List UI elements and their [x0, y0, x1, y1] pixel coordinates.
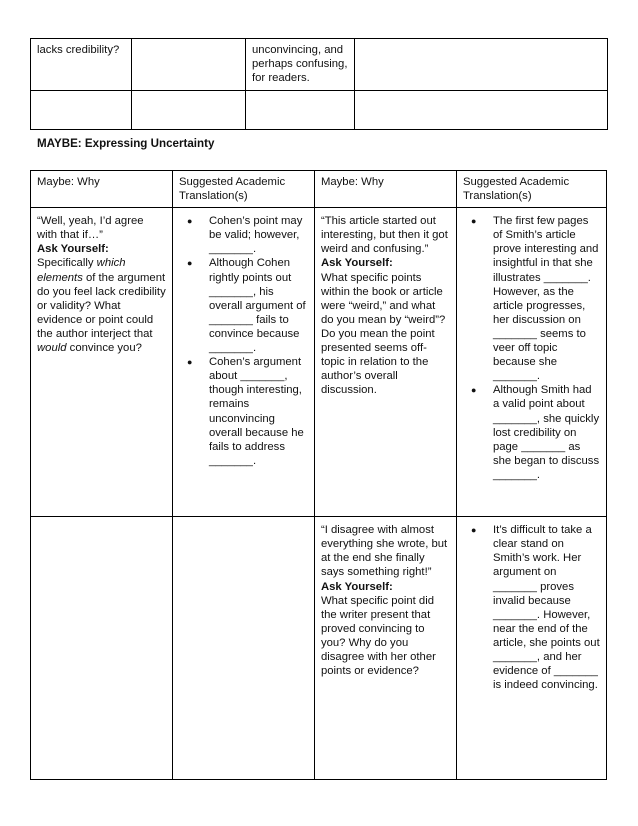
- header-academic-translation: Suggested Academic Translation(s): [456, 171, 606, 208]
- quote-text: “This article started out interesting, but then it got weird and confusing.”: [320, 215, 448, 256]
- table-cell-empty: [172, 517, 314, 780]
- table-cell-empty: [31, 517, 173, 780]
- table-row: [31, 517, 607, 780]
- prompt-fragment: of the argument do you feel lack credibility or validity? What evidence or point could the author interject that: [37, 271, 166, 340]
- table-row: [31, 208, 607, 517]
- translation-list: [463, 523, 600, 692]
- ask-yourself-label: Ask Yourself:: [320, 580, 393, 593]
- list-item: ● It’s difficult to take a clear stand on Smith’s work. Her argument on _______ proves invalid because _______. However, near the end of the article, she points out _______, and her evidence of _______ is indeed convincing.: [493, 523, 600, 692]
- translation-cell: [456, 517, 606, 780]
- maybe-why-cell: [314, 208, 456, 517]
- section-heading: MAYBE: Expressing Uncertainty: [37, 137, 215, 150]
- prompt-fragment: convince you?: [66, 342, 142, 355]
- quote-text: “I disagree with almost everything she wrote, but at the end she finally says something right!”: [320, 524, 448, 579]
- ask-yourself-label: Ask Yourself:: [37, 243, 109, 256]
- prompt-text: What specific point did the writer present that proved convincing to you? Why do you disagree with her other points or evidence?: [320, 594, 436, 678]
- maybe-why-cell: [314, 517, 456, 780]
- table-cell-empty: [132, 91, 246, 130]
- translation-list: [179, 214, 308, 468]
- maybe-why-cell: [31, 208, 173, 517]
- header-maybe-why: Maybe: Why: [31, 171, 173, 208]
- table-cell-empty: [355, 91, 608, 130]
- translation-cell: [172, 208, 314, 517]
- ask-yourself-label: Ask Yourself:: [320, 257, 393, 270]
- list-item: ● Cohen’s point may be valid; however, _______.: [209, 214, 308, 256]
- header-maybe-why: Maybe: Why: [314, 171, 456, 208]
- uncertainty-table: [30, 170, 607, 780]
- list-item: ● Although Smith had a valid point about _______, she quickly lost credibility on page _______ as she began to discuss _______.: [493, 383, 600, 482]
- prompt-fragment: Specifically: [37, 257, 97, 270]
- table-cell: [132, 39, 246, 91]
- quote-text: “Well, yeah, I’d agree with that if…”: [37, 215, 144, 242]
- translation-cell: [456, 208, 606, 517]
- table-row: [31, 91, 608, 130]
- table-header-row: [31, 171, 607, 208]
- header-academic-translation: Suggested Academic Translation(s): [172, 171, 314, 208]
- list-item: ● The first few pages of Smith’s article prove interesting and insightful in that she illustrates _______. However, as the article progresses, her discussion on _______ seems to veer off topic because she _______.: [493, 214, 600, 383]
- list-item: ● Cohen’s argument about _______, though interesting, remains unconvincing overall because he fails to address _______.: [209, 355, 308, 468]
- table-cell: lacks credibility?: [31, 39, 132, 91]
- list-item: ● Although Cohen rightly points out _______, his overall argument of _______ fails to convince because _______.: [209, 256, 308, 355]
- table-cell-empty: [31, 91, 132, 130]
- prompt-emphasis: would: [37, 342, 67, 355]
- table-cell: unconvincing, and perhaps confusing, for readers.: [246, 39, 355, 91]
- prompt-text: [37, 256, 166, 355]
- prompt-emphasis: which elements: [37, 257, 126, 284]
- prompt-text: What specific points within the book or article were “weird,” and what do you mean by “weird”? Do you mean the point presented seems off-topic in relation to the author’s overall discussion.: [320, 271, 446, 397]
- continued-table: [30, 38, 608, 130]
- table-cell-empty: [246, 91, 355, 130]
- table-cell: [355, 39, 608, 91]
- translation-list: [463, 214, 600, 482]
- table-row: [31, 39, 608, 91]
